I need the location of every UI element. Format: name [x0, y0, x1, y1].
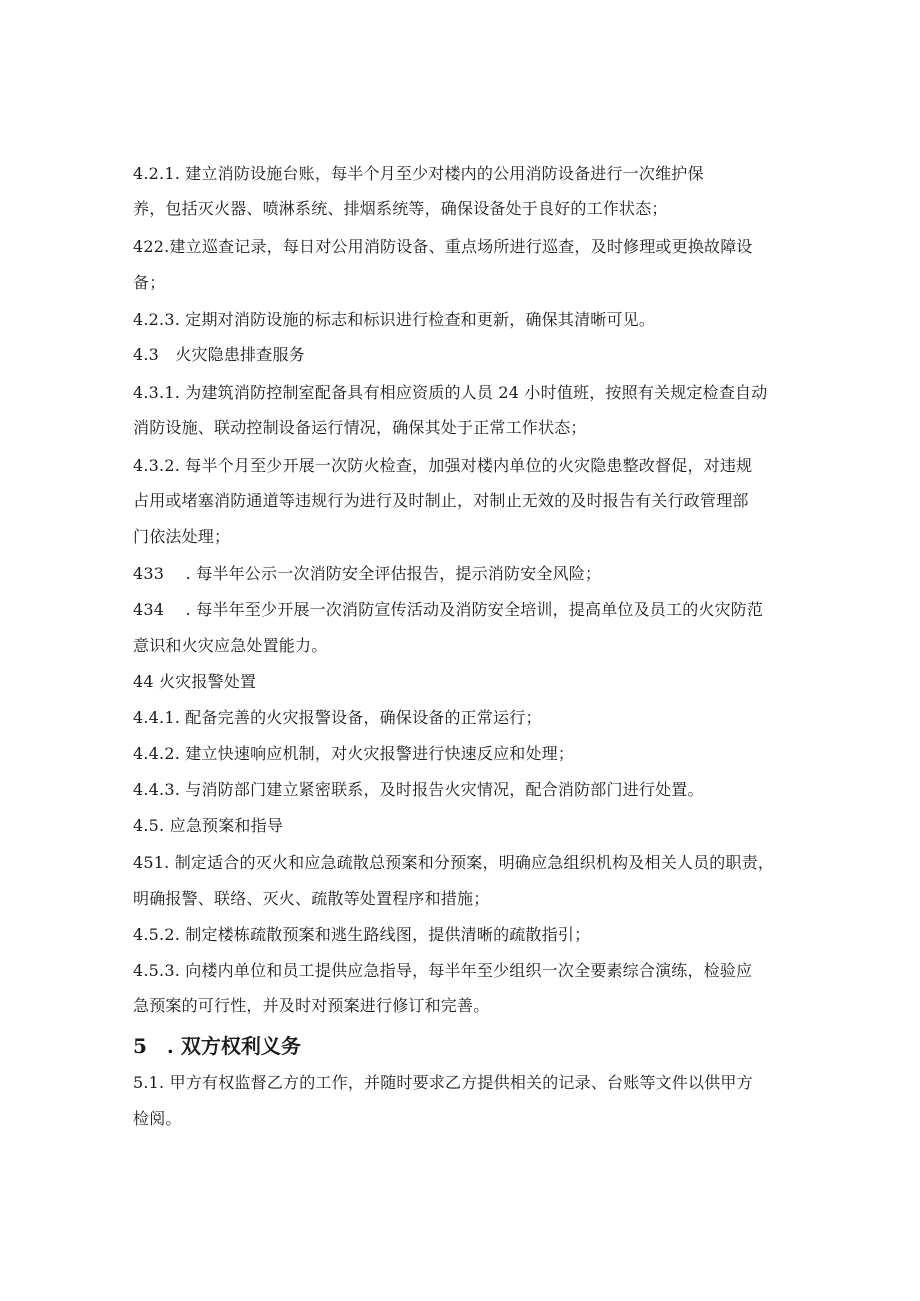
section-subheading: 4.3 火灾隐患排查服务: [133, 345, 305, 364]
section-subheading: 44 火灾报警处置: [133, 672, 257, 691]
text-line: 4.2.1. 建立消防设施台账，每半个月至少对楼内的公用消防设备进行一次维护保: [133, 164, 704, 183]
text-line: 5.1. 甲方有权监督乙方的工作，并随时要求乙方提供相关的记录、台账等文件以供甲方: [133, 1073, 753, 1092]
text-line: 4.2.3. 定期对消防设施的标志和标识进行检查和更新，确保其清晰可见。: [133, 310, 656, 329]
text-line: 451. 制定适合的灭火和应急疏散总预案和分预案，明确应急组织机构及相关人员的职责，: [133, 853, 775, 872]
text-line: 检阅。: [133, 1109, 182, 1128]
section-subheading: 4.5. 应急预案和指导: [133, 816, 284, 835]
text-line: 4.4.1. 配备完善的火灾报警设备，确保设备的正常运行；: [133, 708, 542, 727]
text-line: 门依法处理；: [133, 527, 231, 546]
text-line: 4.3.1. 为建筑消防控制室配备具有相应资质的人员 24 小时值班，按照有关规定检查自动: [133, 383, 768, 402]
text-line: 占用或堵塞消防通道等违规行为进行及时制止，对制止无效的及时报告有关行政管理部: [133, 491, 749, 510]
text-line: 养，包括灭火器、喷淋系统、排烟系统等，确保设备处于良好的工作状态；: [133, 199, 668, 218]
text-line: 4.3.2. 每半个月至少开展一次防火检查，加强对楼内单位的火灾隐患整改督促，对违规: [133, 456, 753, 475]
text-line: 明确报警、联络、灭火、疏散等处置程序和措施；: [133, 889, 490, 908]
text-line: 消防设施、联动控制设备运行情况，确保其处于正常工作状态；: [133, 418, 587, 437]
text-line: 意识和火灾应急处置能力。: [133, 636, 328, 655]
text-line: 4.5.3. 向楼内单位和员工提供应急指导，每半年至少组织一次全要素综合演练，检验应: [133, 961, 753, 980]
text-line: 433 . 每半年公示一次消防安全评估报告，提示消防安全风险；: [133, 564, 602, 583]
text-line: 急预案的可行性，并及时对预案进行修订和完善。: [133, 996, 490, 1015]
section-heading: 5 . 双方权利义务: [133, 1034, 301, 1058]
text-line: 4.4.3. 与消防部门建立紧密联系，及时报告火灾情况，配合消防部门进行处置。: [133, 780, 704, 799]
text-line: 备；: [133, 273, 166, 292]
text-line: 422.建立巡查记录，每日对公用消防设备、重点场所进行巡查，及时修理或更换故障设: [133, 237, 753, 256]
text-line: 4.4.2. 建立快速响应机制，对火灾报警进行快速反应和处理；: [133, 744, 575, 763]
text-line: 434 . 每半年至少开展一次消防宣传活动及消防安全培训，提高单位及员工的火灾防范: [133, 600, 764, 619]
text-line: 4.5.2. 制定楼栋疏散预案和逃生路线图，提供清晰的疏散指引；: [133, 925, 591, 944]
